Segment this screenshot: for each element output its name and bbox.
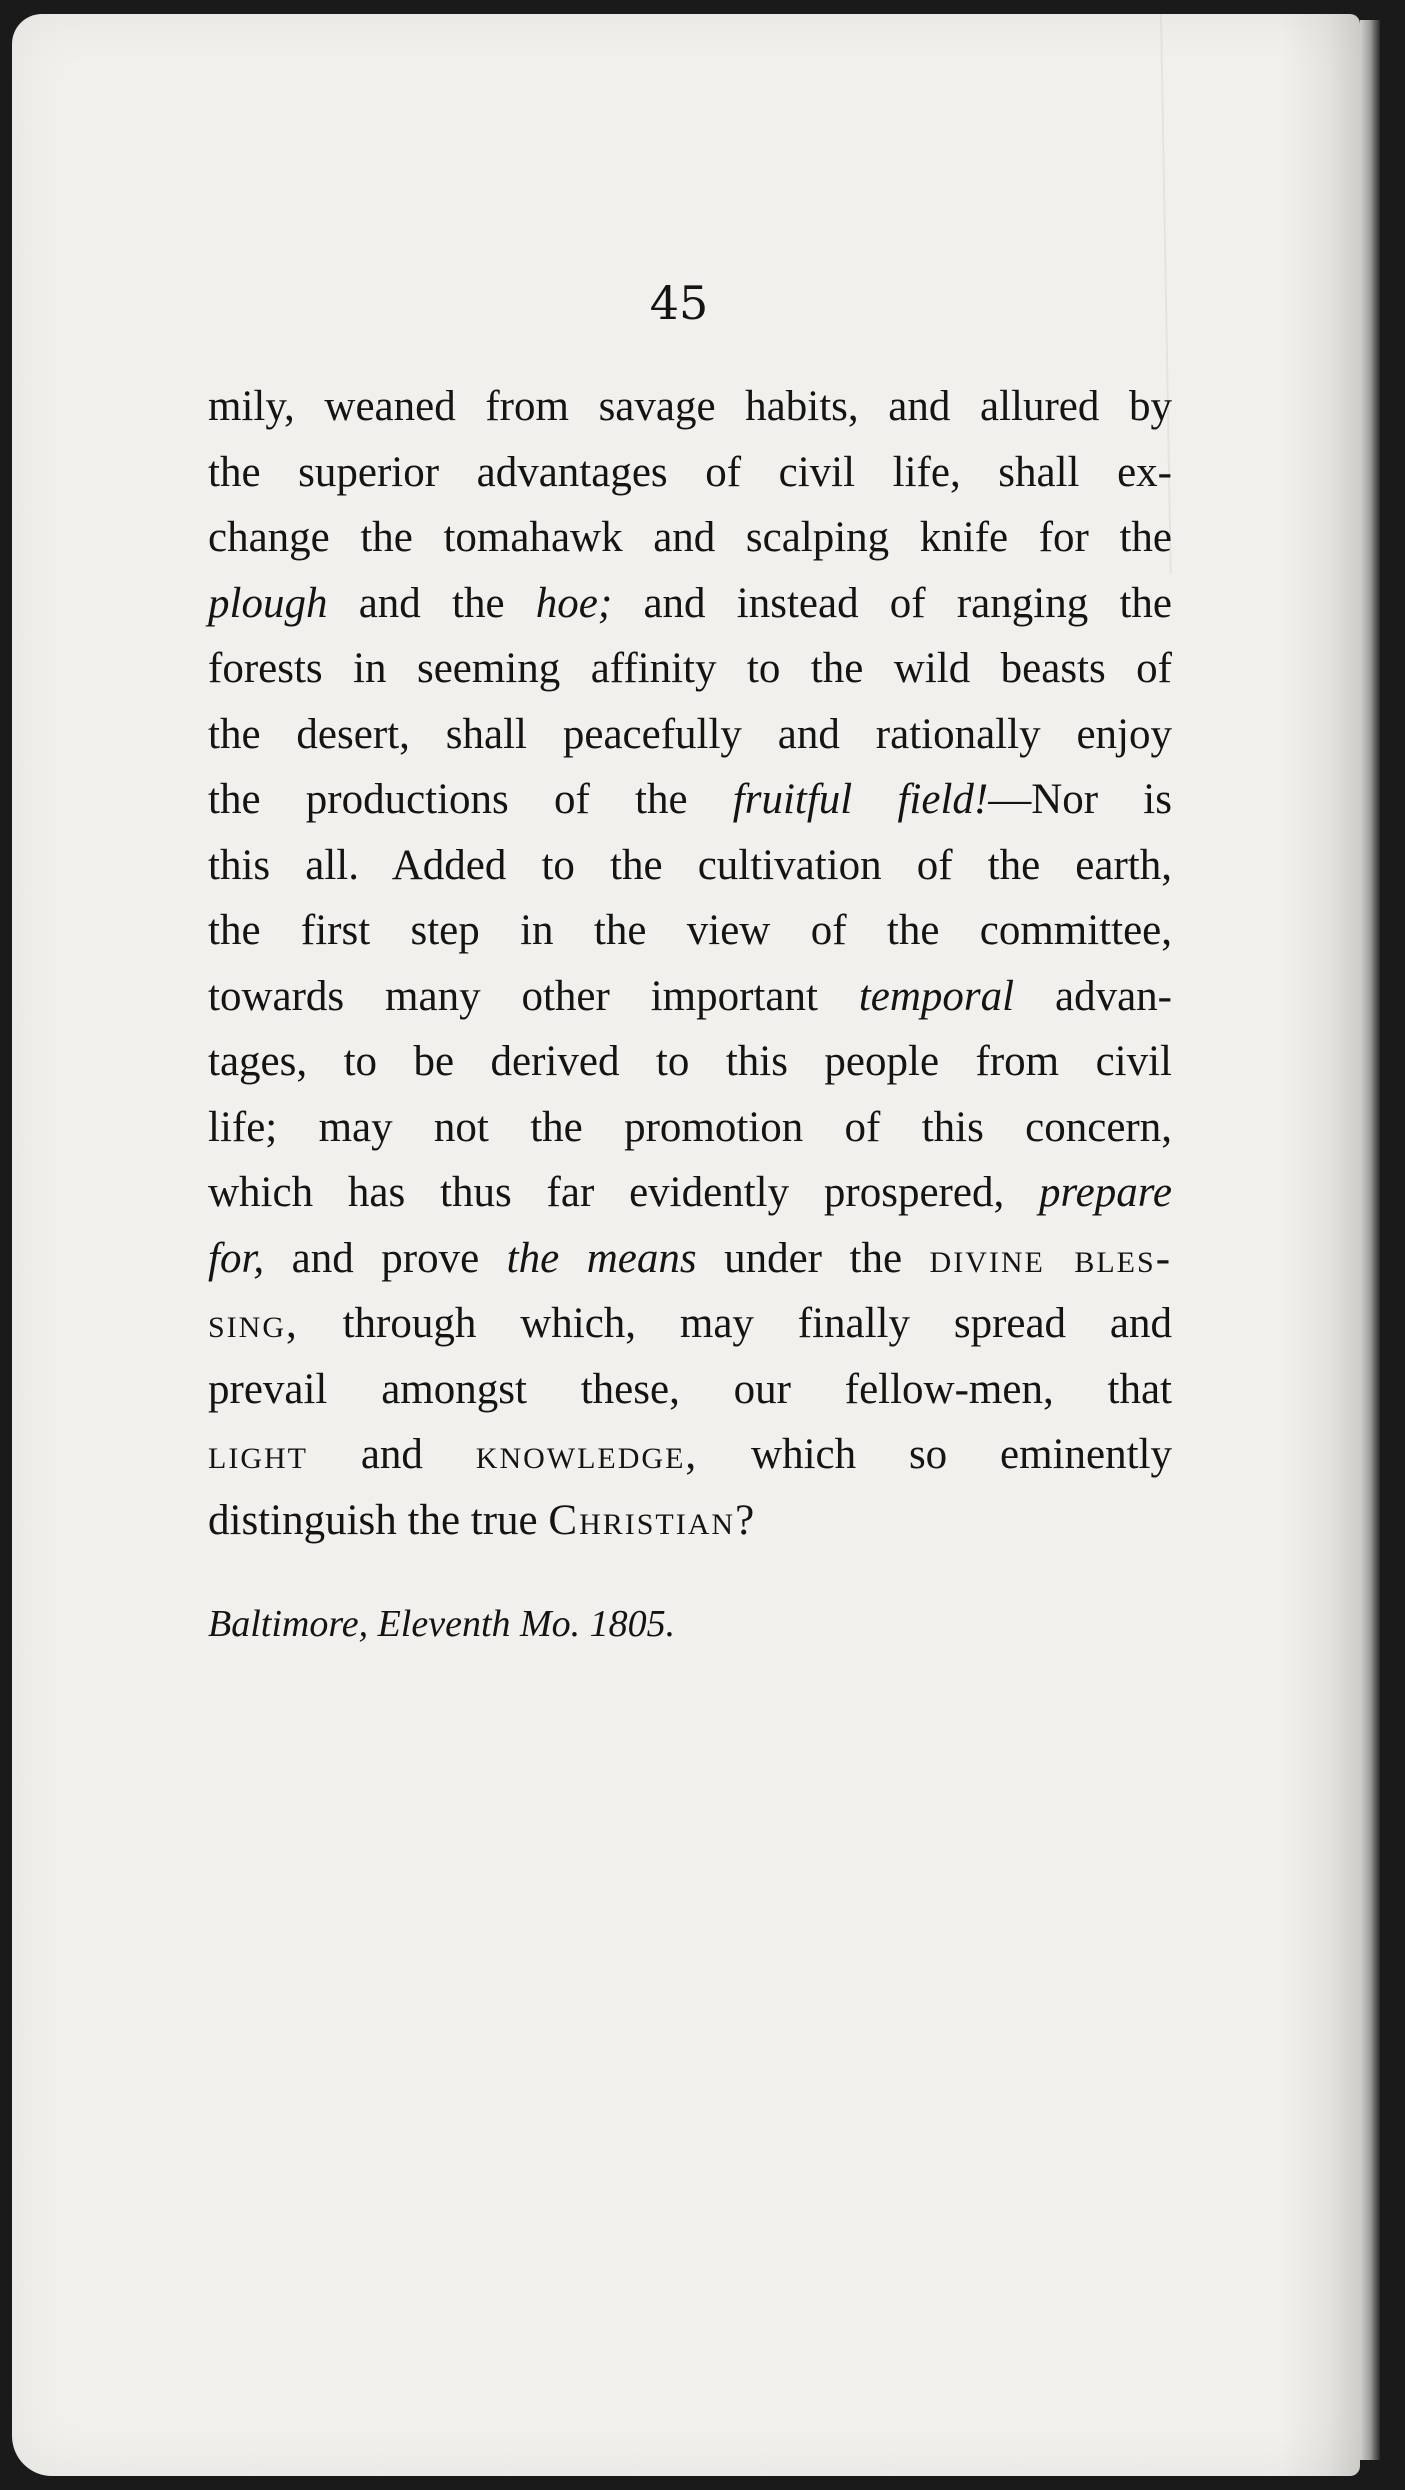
text-run: ? <box>735 1496 755 1544</box>
text-line <box>208 1357 1172 1423</box>
text-run: prevail amongst these, our fellow-men, that <box>208 1365 1172 1413</box>
text-line <box>208 636 1172 702</box>
text-run: —Nor is <box>988 776 1172 823</box>
text-line <box>208 898 1172 964</box>
text-run: which has thus far evidently prospered, <box>208 1169 1040 1216</box>
italic-text: plough <box>208 579 328 627</box>
text-line <box>208 1029 1172 1095</box>
small-caps-text: sing, <box>208 1300 299 1347</box>
text-run: forests in seeming affinity to the wild beasts of <box>208 645 1172 692</box>
text-run: tages, to be derived to this people from civil <box>208 1038 1172 1085</box>
page-shadow <box>1280 14 1360 2476</box>
italic-text: hoe; <box>535 579 613 627</box>
body-paragraph <box>208 374 1172 1553</box>
text-run: through which, may finally spread and <box>298 1300 1172 1347</box>
text-line <box>208 505 1172 571</box>
text-run: and the <box>327 579 536 627</box>
text-run: the desert, shall peacefully and rationally enjoy <box>208 710 1172 758</box>
text-line <box>208 964 1172 1030</box>
text-line <box>208 1291 1172 1357</box>
text-line <box>208 1160 1172 1226</box>
italic-text: the means <box>506 1234 697 1282</box>
text-run: mily, weaned from savage habits, and allured by <box>208 383 1172 430</box>
text-line <box>208 1095 1172 1161</box>
book-page <box>12 14 1360 2476</box>
italic-text: fruitful field! <box>732 776 989 823</box>
italic-text: temporal <box>858 972 1015 1020</box>
text-run: and prove <box>264 1234 507 1282</box>
text-line <box>208 440 1172 506</box>
text-run: distinguish the true <box>208 1496 549 1544</box>
text-line <box>208 1226 1172 1292</box>
text-line <box>208 767 1172 833</box>
text-run: the first step in the view of the committee, <box>208 907 1172 954</box>
small-caps-text: knowledge, <box>475 1431 699 1478</box>
text-run: which so eminently <box>698 1431 1172 1478</box>
text-line <box>208 1422 1172 1488</box>
text-run: the superior advantages of civil life, shall ex- <box>208 448 1172 496</box>
text-line <box>208 1488 1172 1554</box>
small-caps-text: Christian <box>548 1496 736 1544</box>
show-through-text <box>212 1654 222 1701</box>
text-run: and instead of ranging the <box>612 579 1172 627</box>
text-line <box>208 833 1172 899</box>
page-number: 45 <box>649 276 709 330</box>
text-line <box>208 374 1172 440</box>
text-run: life; may not the promotion of this concern, <box>208 1103 1172 1151</box>
small-caps-text: divine bles- <box>929 1234 1173 1282</box>
text-line <box>208 571 1172 637</box>
dateline: Baltimore, Eleventh Mo. 1805. <box>208 1603 676 1645</box>
text-run: and <box>307 1431 476 1478</box>
text-run: the productions of the <box>208 776 733 823</box>
italic-text: for, <box>208 1234 265 1282</box>
text-run: advan- <box>1014 972 1172 1020</box>
text-run: towards many other important <box>208 972 859 1020</box>
book-spine-edge <box>1360 20 1380 2460</box>
text-run: this all. Added to the cultivation of the earth, <box>208 841 1172 889</box>
italic-text: prepare <box>1039 1169 1172 1216</box>
small-caps-text: light <box>208 1431 308 1478</box>
text-run: under the <box>696 1234 930 1282</box>
text-run: change the tomahawk and scalping knife for the <box>208 514 1172 561</box>
text-line <box>208 702 1172 768</box>
